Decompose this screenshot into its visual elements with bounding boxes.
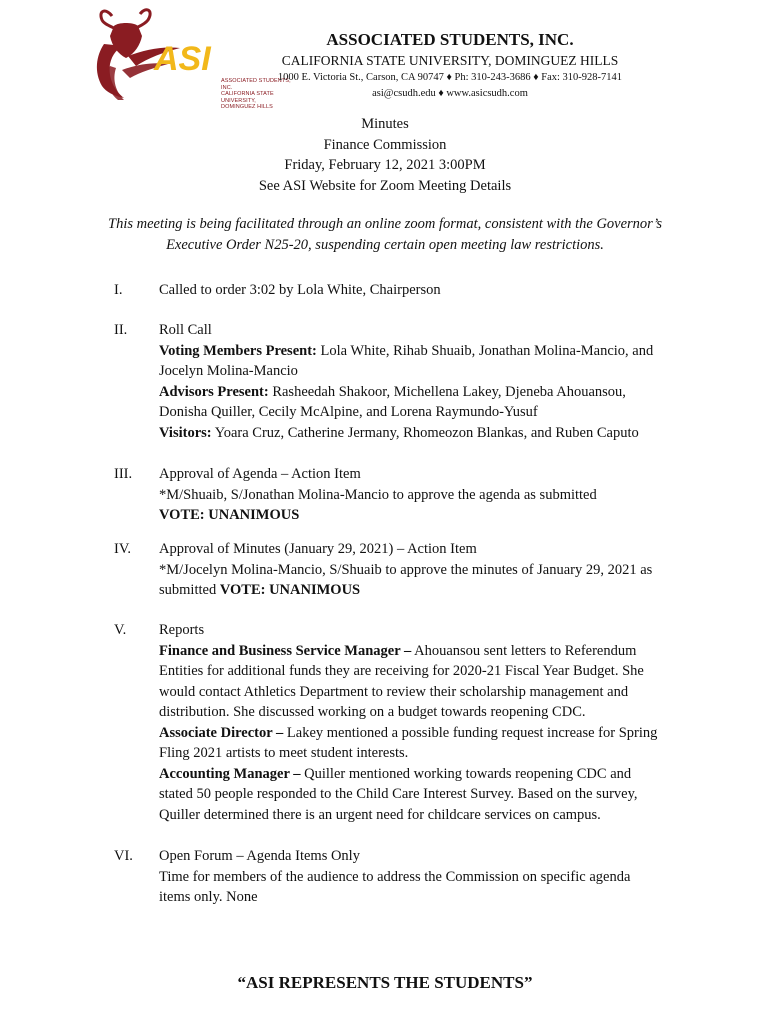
notice-line: Executive Order N25-20, suspending certain open meeting law restrictions. (166, 236, 604, 253)
advisors-text: Donisha Quiller, Cecily McAlpine, and Lorena Raymundo-Yusuf (159, 404, 538, 420)
footer-slogan: “ASI REPRESENTS THE STUDENTS” (237, 973, 533, 992)
item-text: items only. None (159, 889, 258, 905)
university-name: CALIFORNIA STATE UNIVERSITY, DOMINGUEZ HILLS (281, 53, 619, 68)
vote-result: VOTE: UNANIMOUS (219, 582, 361, 598)
report-text: stated 50 people responded to the Child Care Interest Survey. Based on the survey, (159, 786, 638, 802)
logo-caption-line: CALIFORNIA STATE UNIVERSITY, (221, 91, 274, 104)
logo-caption-line: ASSOCIATED STUDENTS, INC. (221, 78, 291, 91)
doc-type: Minutes (361, 116, 409, 132)
item-text: Called to order 3:02 by Lola White, Chairperson (159, 282, 441, 298)
advisors-text: Rasheedah Shakoor, Michellena Lakey, Djeneba Ahouansou, (268, 383, 626, 400)
report-text: Quiller mentioned working towards reopening CDC and (300, 765, 632, 782)
report-label: Associate Director – (159, 724, 284, 741)
report-label: Accounting Manager – (159, 765, 301, 782)
asi-logo (84, 6, 291, 110)
item-number: III. (114, 466, 133, 482)
vote-result: VOTE: UNANIMOUS (159, 507, 300, 523)
item-number: I. (114, 282, 123, 298)
asi-letters: ASI (154, 40, 211, 78)
logo-caption-line: DOMINGUEZ HILLS (221, 104, 273, 110)
meeting-location: See ASI Website for Zoom Meeting Details (258, 177, 512, 194)
item-heading: Open Forum – Agenda Items Only (159, 848, 360, 864)
notice-line: This meeting is being facilitated through an online zoom format, consistent with the Governor’s (108, 216, 662, 232)
item-heading: Roll Call (159, 322, 212, 338)
item-number: IV. (114, 541, 132, 557)
visitors-label: Visitors: (159, 424, 212, 441)
bull-head-logo-icon (84, 6, 224, 106)
org-name: ASSOCIATED STUDENTS, INC. (326, 30, 574, 49)
item-heading: Approval of Minutes (January 29, 2021) – Action Item (159, 541, 477, 557)
zoom-notice (60, 214, 710, 255)
report-text: would contact Athletics Department to review their scholarship management and (159, 683, 629, 700)
item-text: Time for members of the audience to address the Commission on specific agenda (159, 868, 631, 885)
report-text: Lakey mentioned a possible funding request increase for Spring (283, 724, 658, 741)
visitors-text: Yoara Cruz, Catherine Jermany, Rhomeozon Blankas, and Ruben Caputo (211, 424, 639, 441)
item-number: II. (114, 322, 128, 338)
meeting-title-block (170, 114, 600, 196)
contact-web: asi@csudh.edu ♦ www.asicsudh.com (372, 88, 528, 99)
report-text: Quiller determined there is an urgent need for childcare services on campus. (159, 806, 601, 823)
contact-address: 1000 E. Victoria St., Carson, CA 90747 ♦ Ph: 310-243-3686 ♦ Fax: 310-928-7141 (277, 72, 623, 83)
item-number: VI. (114, 848, 133, 864)
voting-members-text: Lola White, Rihab Shuaib, Jonathan Molina-Mancio, and (316, 342, 654, 359)
advisors-label: Advisors Present: (159, 383, 269, 400)
voting-members-label: Voting Members Present: (159, 342, 317, 359)
report-text: Entities for additional funds they are receiving for 2020-21 Fiscal Year Budget. She (159, 663, 644, 679)
report-text: distribution. She discussed working on a budget towards reopening CDC. (159, 704, 586, 720)
meeting-date: Friday, February 12, 2021 3:00PM (284, 157, 486, 173)
item-heading: Approval of Agenda – Action Item (159, 466, 361, 482)
committee-name: Finance Commission (323, 136, 447, 153)
motion-text: *M/Shuaib, S/Jonathan Molina-Mancio to approve the agenda as submitted (159, 486, 597, 503)
item-heading: Reports (159, 622, 205, 638)
item-number: V. (114, 622, 127, 638)
report-text: Ahouansou sent letters to Referendum (411, 642, 637, 659)
motion-text: submitted (159, 582, 220, 598)
report-label: Finance and Business Service Manager – (159, 642, 412, 659)
report-text: Fling 2021 artists to meet student interests. (159, 745, 409, 761)
motion-text: *M/Jocelyn Molina-Mancio, S/Shuaib to approve the minutes of January 29, 2021 as (159, 561, 653, 578)
voting-members-text: Jocelyn Molina-Mancio (159, 363, 298, 379)
